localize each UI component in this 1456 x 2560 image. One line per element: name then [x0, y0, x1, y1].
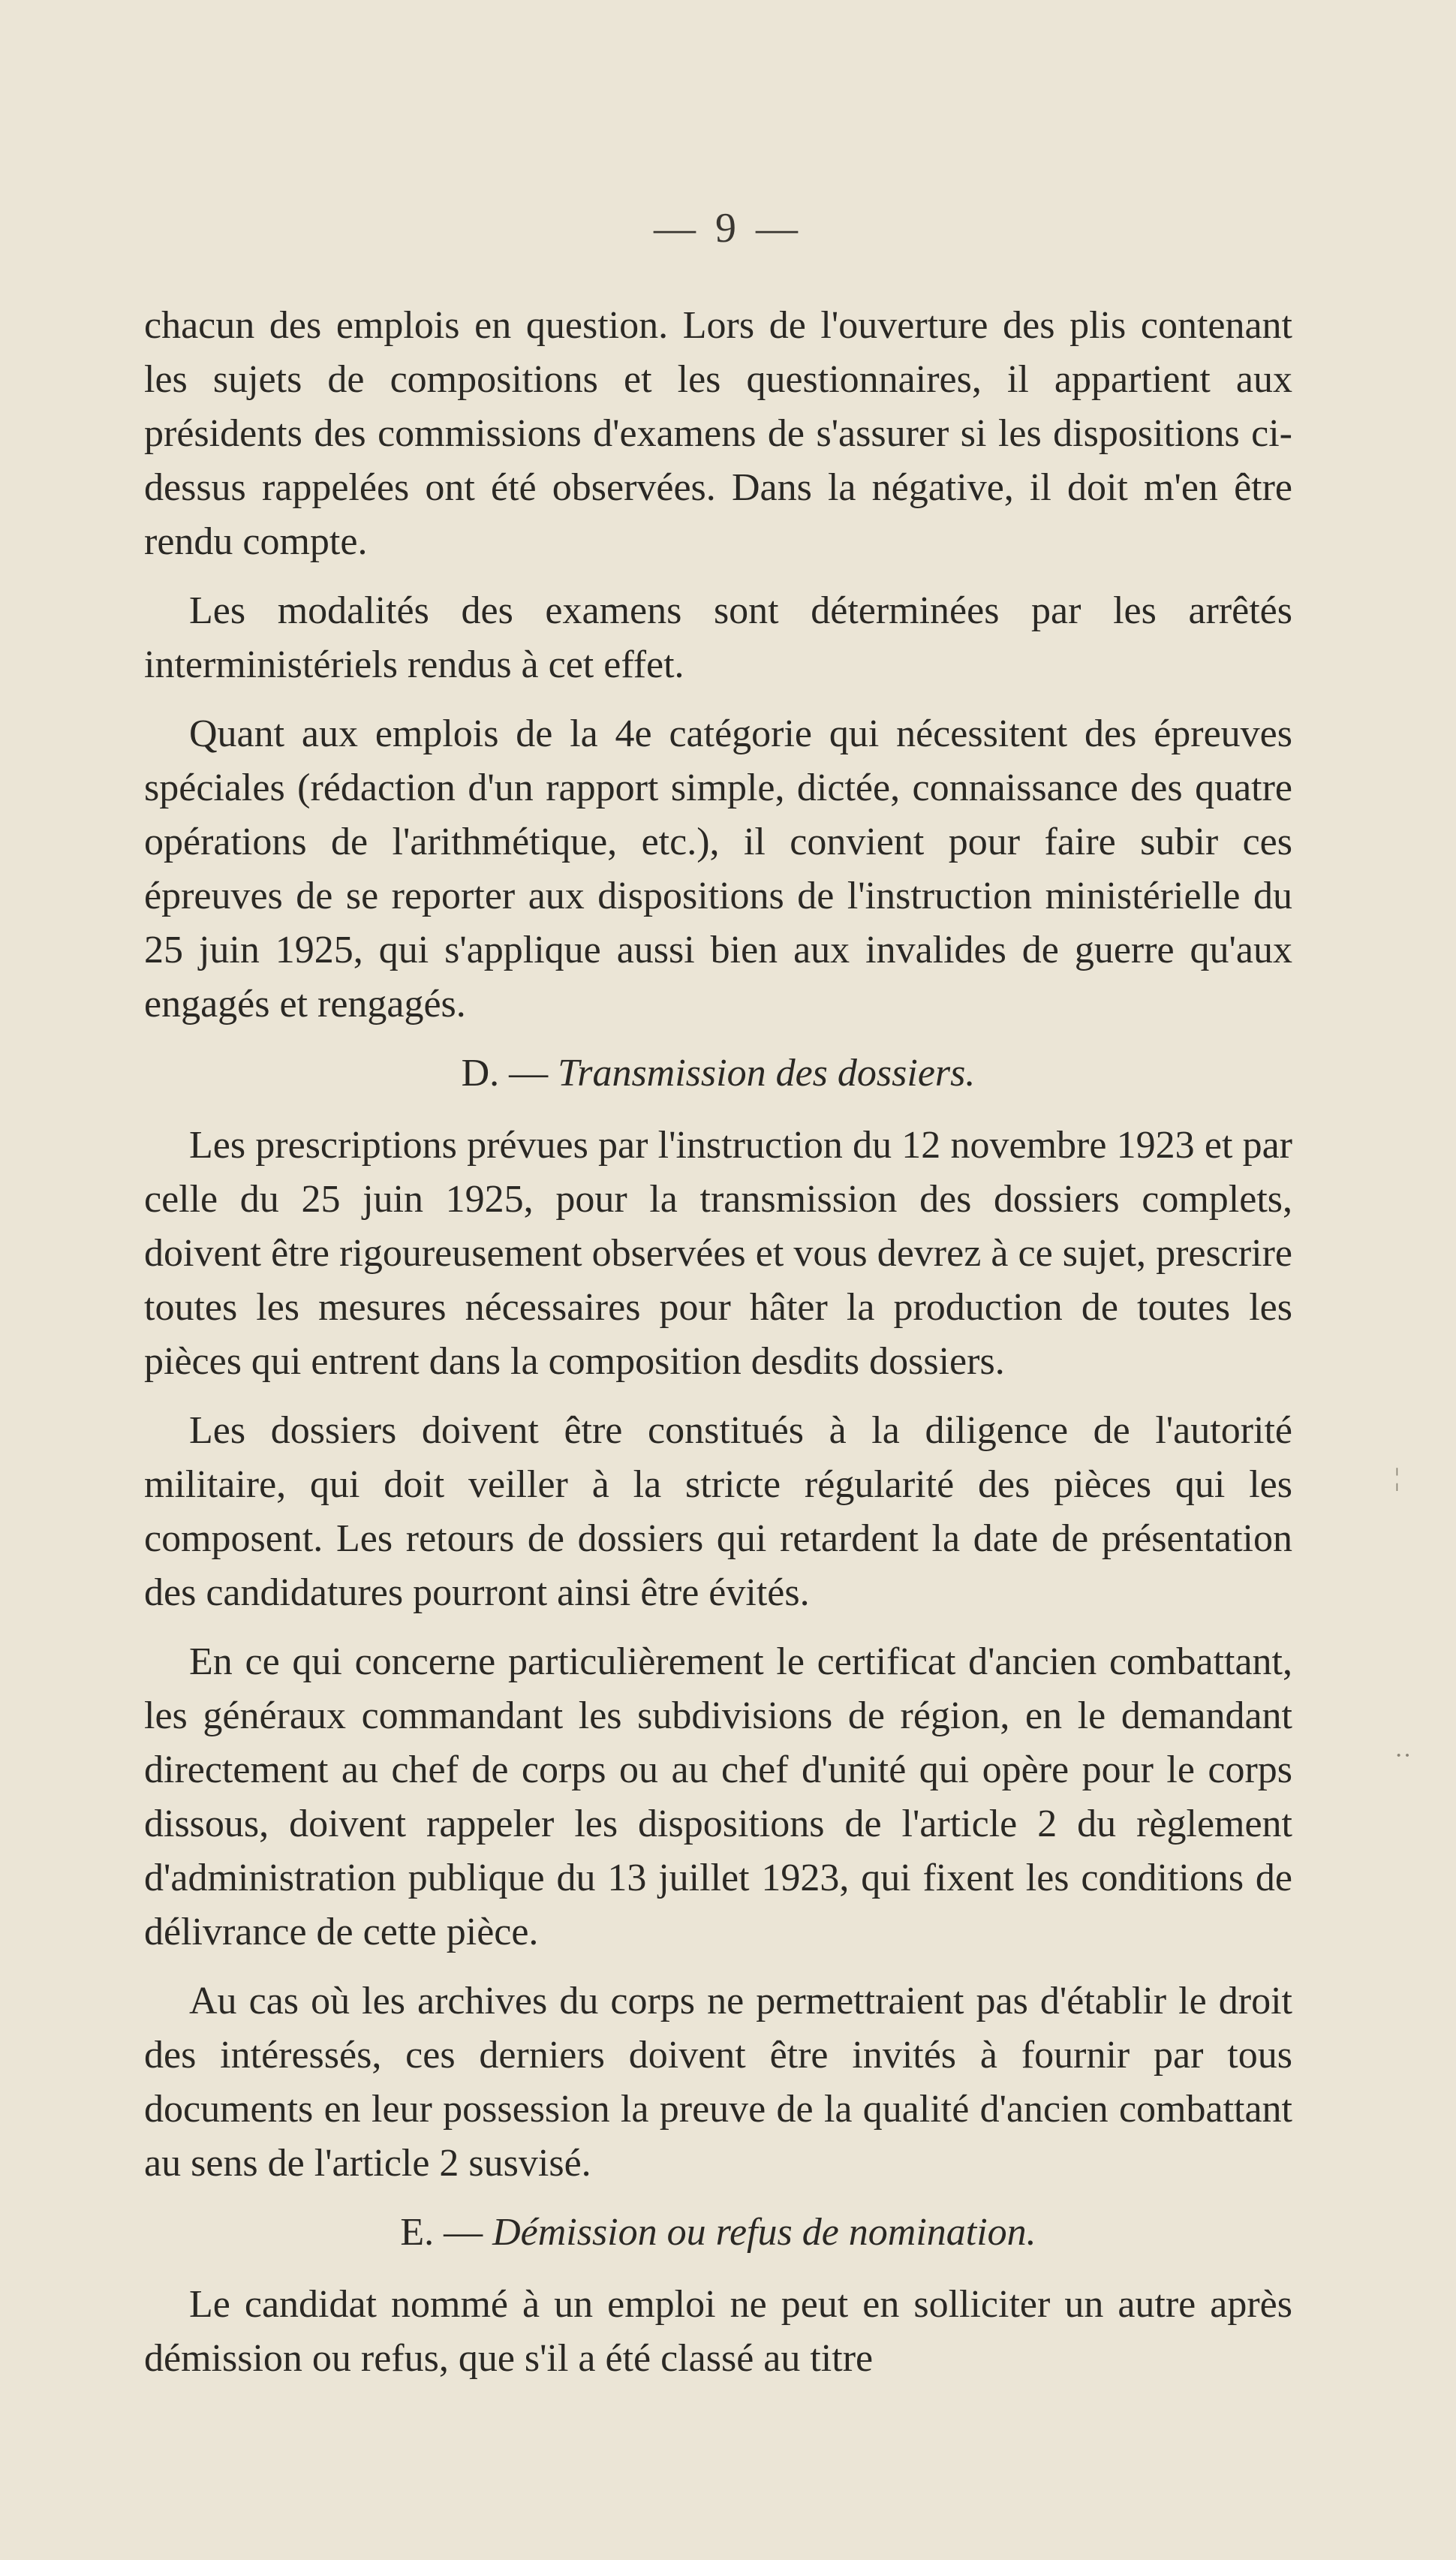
section-heading-d — [144, 1047, 1292, 1101]
section-title: Transmission des dossiers. — [558, 1052, 976, 1095]
paragraph: chacun des emplois en question. Lors de l'ouverture des plis contenant les sujets de compositions et les questionnaires, il appartient aux présidents des commissions d'examens de s'assurer si les dispositions ci-dessus rappelées ont été observées. Dans la négative, il doit m'en être rendu compte. — [144, 304, 1292, 563]
paragraph: Les dossiers doivent être constitués à la diligence de l'autorité militaire, qui doit veiller à la stricte régularité des pièces qui les composent. Les retours de dossiers qui retardent la date de présentation des candidatures pourront ainsi être évités. — [144, 1409, 1292, 1614]
paragraph: Quant aux emplois de la 4e catégorie qui nécessitent des épreuves spéciales (rédaction d'un rapport simple, dictée, connaissance des quatre opérations de l'arithmétique, etc.), il convient pour faire subir ces épreuves de se reporter aux dispositions de l'instruction ministérielle du 25 juin 1925, qui s'applique aussi bien aux invalides de guerre qu'aux engagés et rengagés. — [144, 712, 1292, 1026]
paragraph: Les prescriptions prévues par l'instruction du 12 novembre 1923 et par celle du 25 juin 1925, pour la transmission des dossiers complets, doivent être rigoureusement observées et vous devrez à ce sujet, prescrire toutes les mesures nécessaires pour hâter la production de toutes les pièces qui entrent dans la composition desdits dossiers. — [144, 1124, 1292, 1383]
body-text — [144, 299, 1292, 2401]
section-letter: E. — — [400, 2211, 493, 2254]
section-letter: D. — — [461, 1052, 558, 1095]
section-heading-e — [144, 2206, 1292, 2260]
margin-mark: ¦ — [1394, 1464, 1400, 1492]
margin-mark: ·· — [1394, 1742, 1412, 1769]
section-title: Démission ou refus de nomination. — [492, 2211, 1036, 2254]
paragraph: En ce qui concerne particulièrement le certificat d'ancien combattant, les généraux commandant les subdivisions de région, en le demandant directement au chef de corps ou au chef d'unité qui opère pour le corps dissous, doivent rappeler les dispositions de l'article 2 du règlement d'administration publique du 13 juillet 1923, qui fixent les conditions de délivrance de cette pièce. — [144, 1640, 1292, 1953]
paragraph: Au cas où les archives du corps ne permettraient pas d'établir le droit des intéressés, ces derniers doivent être invités à fournir par tous documents en leur possession la preuve de la qualité d'ancien combattant au sens de l'article 2 susvisé. — [144, 1980, 1292, 2185]
page-number: — 9 — — [654, 205, 802, 251]
paragraph: Les modalités des examens sont déterminées par les arrêtés interministériels rendus à cet effet. — [144, 589, 1292, 686]
paragraph: Le candidat nommé à un emploi ne peut en solliciter un autre après démission ou refus, que s'il a été classé au titre — [144, 2283, 1292, 2380]
